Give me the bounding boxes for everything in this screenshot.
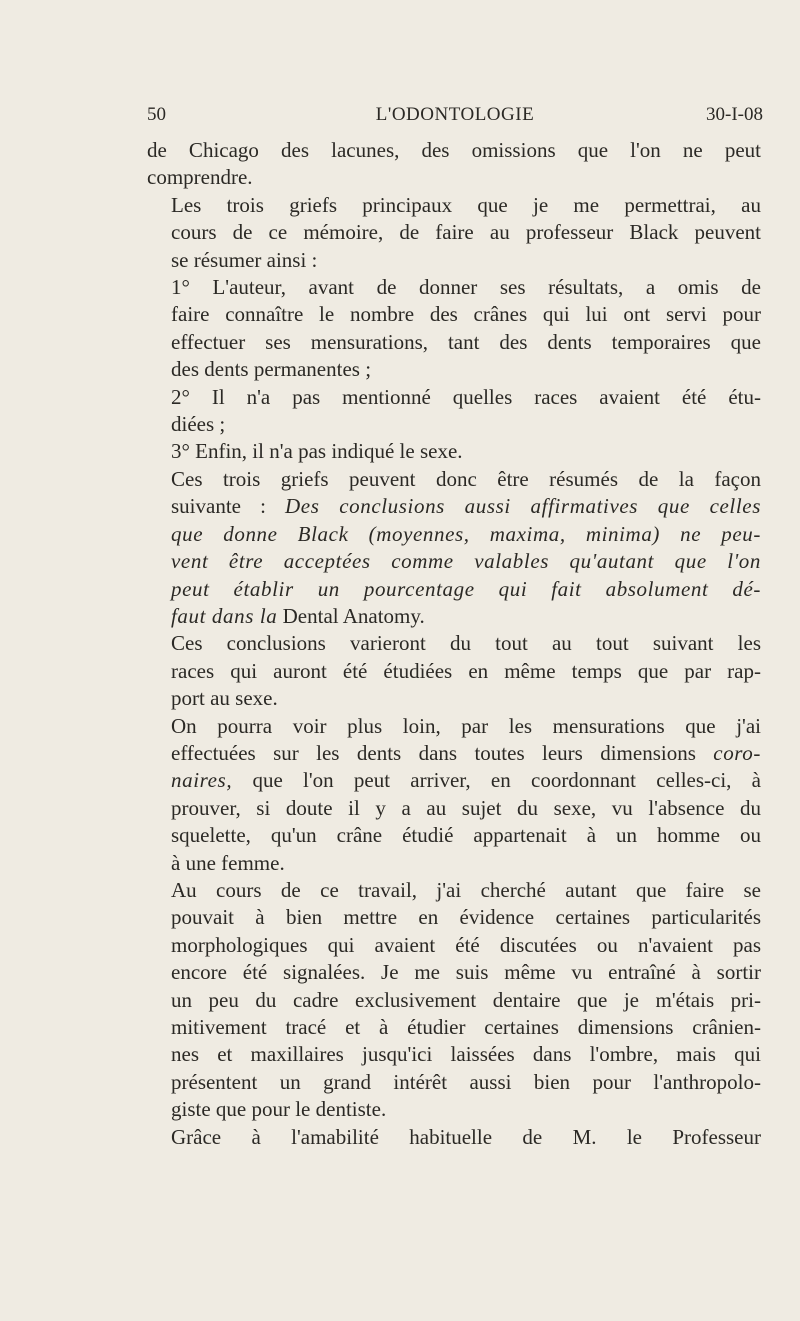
running-header [147,104,763,132]
text-line: cours de ce mémoire, de faire au professeur Black peuvent [171,220,761,245]
text-line: Au cours de ce travail, j'ai cherché autant que faire se [171,877,761,902]
paragraph [147,137,761,192]
text-line: un peu du cadre exclusivement dentaire que je m'étais pri- [171,987,761,1012]
text-fragment: suivante : [171,494,266,519]
text-line: des dents permanentes ; [171,357,372,382]
text-line: présentent un grand intérêt aussi bien pour l'anthropolo- [171,1069,761,1094]
text-line: se résumer ainsi : [171,247,318,272]
italic-text: Des conclusions aussi affirmatives que celles [285,494,761,519]
journal-title: L'ODONTOLOGIE [375,104,535,125]
text-fragment: Dental Anatomy. [282,603,425,628]
paragraph [147,630,761,712]
paragraph [147,192,761,274]
text-fragment: effectuées sur les dents dans toutes leurs dimensions [171,740,696,765]
text-line: Les trois griefs principaux que je me permettrai, au [171,192,761,217]
text-line: effectuer ses mensurations, tant des dents temporaires que [171,329,761,354]
text-line: port au sexe. [171,686,278,711]
body-text [147,137,761,1151]
text-line [147,740,761,767]
text-line: 3° Enfin, il n'a pas indiqué le sexe. [171,439,463,464]
text-line [147,767,761,794]
text-line: comprendre. [147,165,253,190]
text-line: morphologiques qui avaient été discutées ou n'avaient pas [171,932,761,957]
text-line: pouvait à bien mettre en évidence certaines particularités [171,905,761,930]
italic-text-line: peut établir un pourcentage qui fait absolument dé- [171,576,761,601]
italic-text: faut dans la [171,603,278,628]
text-line: Ces conclusions varieront du tout au tout suivant les [171,631,761,656]
paragraph [147,1124,761,1151]
paragraph [147,877,761,1124]
paragraph [147,466,761,630]
text-line: squelette, qu'un crâne étudié appartenait à un homme ou [171,823,761,848]
text-line: mitivement tracé et à étudier certaines dimensions crânien- [171,1015,761,1039]
italic-text: coro- [713,740,761,765]
issue-date: 30-I-08 [706,104,763,125]
text-line: giste que pour le dentiste. [171,1097,387,1122]
paragraph [147,274,761,384]
text-fragment: que l'on peut arriver, en coordonnant celles-ci, à [252,768,762,793]
text-line: Ces trois griefs peuvent donc être résumés de la façon [171,466,761,491]
text-line [147,603,761,630]
text-line: de Chicago des lacunes, des omissions que l'on ne peut [147,138,761,162]
text-line: encore été signalées. Je me suis même vu entraîné à sortir [171,960,761,985]
paragraph [147,384,761,439]
text-line: On pourra voir plus loin, par les mensurations que j'ai [171,713,761,738]
page-number: 50 [147,104,166,125]
italic-text: naires, [171,768,233,793]
paragraph [147,713,761,877]
text-line: nes et maxillaires jusqu'ici laissées dans l'ombre, mais qui [171,1042,761,1067]
text-line: à une femme. [171,850,285,875]
italic-text-line: que donne Black (moyennes, maxima, minima) ne peu- [171,521,761,546]
text-line: faire connaître le nombre des crânes qui lui ont servi pour [171,302,761,327]
paragraph [147,438,761,465]
text-line: diées ; [171,412,226,437]
text-line [147,493,761,520]
italic-text-line: vent être acceptées comme valables qu'autant que l'on [171,549,761,574]
text-line: prouver, si doute il y a au sujet du sexe, vu l'absence du [171,795,761,820]
text-line: 1° L'auteur, avant de donner ses résultats, a omis de [171,275,761,300]
text-line: races qui auront été étudiées en même temps que par rap- [171,658,761,683]
text-line: 2° Il n'a pas mentionné quelles races avaient été étu- [171,384,761,409]
text-line: Grâce à l'amabilité habituelle de M. le Professeur [171,1124,761,1149]
